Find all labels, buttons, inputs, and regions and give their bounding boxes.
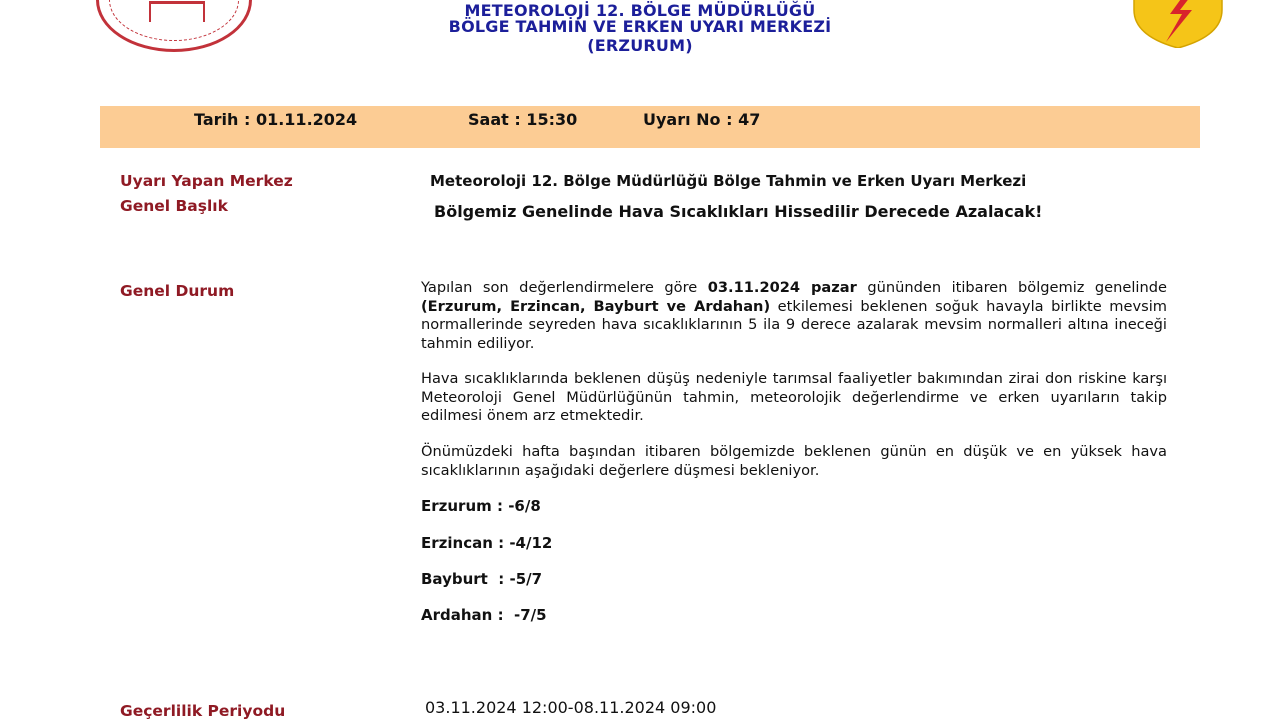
city-ardahan: Ardahan : -7/5	[421, 606, 547, 624]
city-erzurum: Erzurum : -6/8	[421, 497, 541, 515]
time-label: Saat : 15:30	[468, 110, 578, 129]
situation-paragraph-2: Hava sıcaklıklarında beklenen düşüş nedeniyle tarımsal faaliyetler bakımından zirai don riskine karşı Meteoroloji Genel Müdürlüğünün tahmin, meteorolojik değerlendirme ve erken uyarıların takip edilmesi önem arz etmektedir.	[421, 370, 1167, 424]
warning-number-label: Uyarı No : 47	[643, 110, 761, 129]
situation-label: Genel Durum	[120, 282, 235, 300]
validity-label: Geçerlilik Periyodu	[120, 702, 286, 720]
p1-text-e: etkilemesi beklenen soğuk havayla birlikte mevsim normallerinde seyreden hava sıcaklıklarının 5 ila 9 derece azalarak mevsim normalleri altına ineceği tahmin ediliyor.	[421, 297, 1167, 352]
p1-text-c: gününden itibaren bölgemiz genelinde	[856, 279, 1167, 296]
p1-provinces: (Erzurum, Erzincan, Bayburt ve Ardahan)	[421, 297, 771, 315]
header-line-1: METEOROLOJİ 12. BÖLGE MÜDÜRLÜĞÜ	[464, 1, 816, 20]
header-line-3: (ERZURUM)	[587, 36, 693, 55]
validity-value: 03.11.2024 12:00-08.11.2024 09:00	[425, 698, 717, 717]
situation-paragraph-3: Önümüzdeki hafta başından itibaren bölgemizde beklenen günün en düşük ve en yüksek hava sıcaklıklarının aşağıdaki değerlere düşmesi bekleniyor.	[421, 443, 1167, 479]
city-erzincan: Erzincan : -4/12	[421, 534, 553, 552]
center-value: Meteoroloji 12. Bölge Müdürlüğü Bölge Tahmin ve Erken Uyarı Merkezi	[430, 172, 1027, 190]
city-bayburt: Bayburt : -5/7	[421, 570, 543, 588]
p1-text-a: Yapılan son değerlendirmelere göre	[421, 279, 708, 296]
date-label: Tarih : 01.11.2024	[194, 110, 358, 129]
title-value: Bölgemiz Genelinde Hava Sıcaklıkları Hissedilir Derecede Azalacak!	[434, 202, 1043, 221]
title-label: Genel Başlık	[120, 197, 228, 215]
situation-paragraph-1	[421, 279, 1167, 353]
center-label: Uyarı Yapan Merkez	[120, 172, 293, 190]
header-line-2: BÖLGE TAHMİN VE ERKEN UYARI MERKEZİ	[448, 17, 832, 36]
info-bar	[100, 106, 1200, 148]
p1-date: 03.11.2024 pazar	[707, 279, 857, 296]
